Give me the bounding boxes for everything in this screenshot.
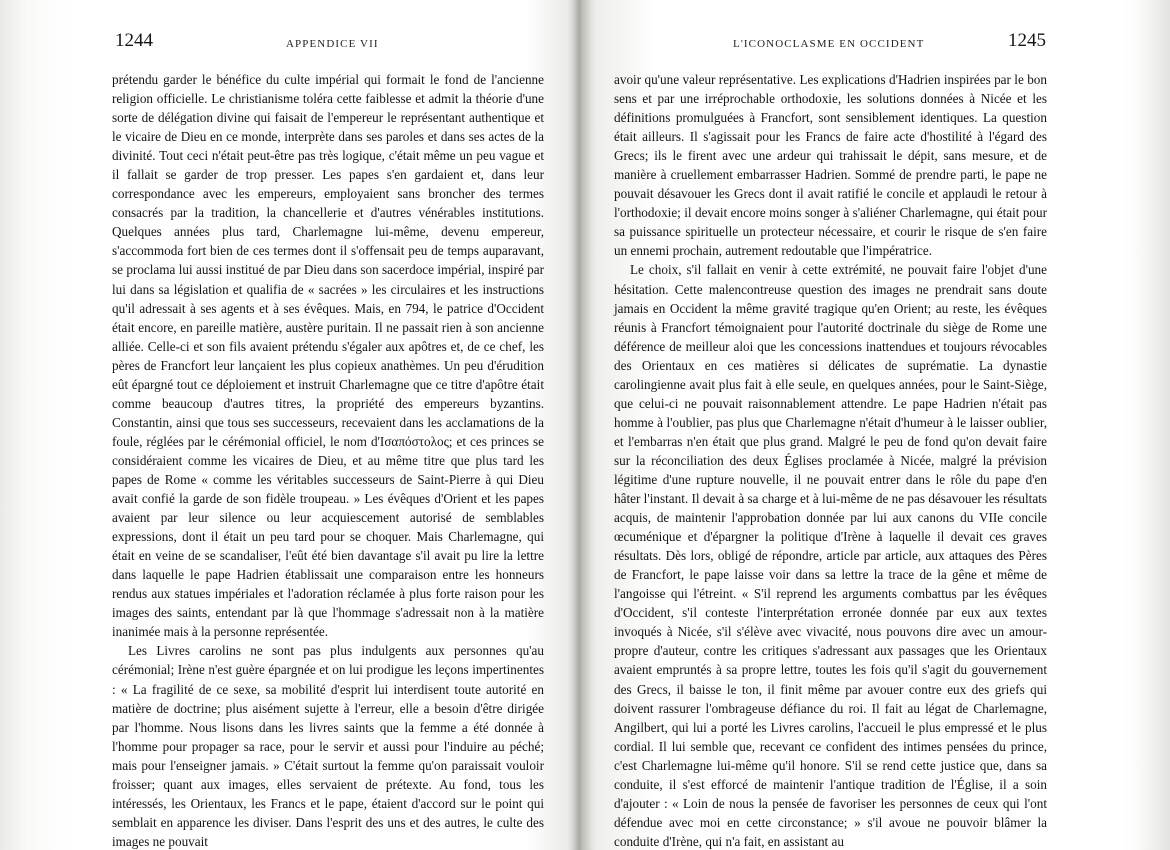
right-page-text xyxy=(614,70,1047,850)
left-paragraph-1: prétendu garder le bénéfice du culte impérial qui formait le fond de l'ancienne religion officielle. Le christianisme toléra cette faiblesse et admit la théorie d'une sorte de délégation divine qui faisait de l'empereur le représentant authentique et le vicaire de Dieu en ce monde, interprète dans ses paroles et dans ses actes de la divinité. Tout ceci n'était peut-être pas très logique, c'était même un peu vague et il fallait se garder de trop presser. Les papes s'en gardaient et, dans leur correspondance avec les empereurs, employaient sans broncher des termes consacrés par la tradition, la chancellerie et d'autres vénérables institutions. Quelques années plus tard, Charlemagne lui-même, devenu empereur, s'accommoda fort bien de ces termes dont il s'offensait peu de temps auparavant, se proclama lui aussi institué de par Dieu dans son sacerdoce impérial, inspiré par lui dans sa législation et qualifia de « sacrées » les circulaires et les instructions qu'il adressait à ses agents et à ses évêques. Mais, en 794, le patrice d'Occident était encore, en pareille matière, austère puritain. Il ne passait rien à son ancienne alliée. Celle-ci et son fils avaient prétendu s'égaler aux apôtres et, de ce chef, les pères de Francfort leur lançaient les plus copieux anathèmes. Un peu d'érudition eût épargné tout ce déploiement et instruit Charlemagne que ce titre d'apôtre était comme beaucoup d'autres titres, la propriété des empereurs byzantins. Constantin, ainsi que tous ses successeurs, recevaient dans les acclamations de la foule, réglées par le cérémonial officiel, le nom d'Ισαπόστολος; et ces princes se considéraient comme les vicaires de Dieu, et au même titre que plus tard les papes de Rome « comme les véritables successeurs de Saint-Pierre à qui Dieu avait confié la garde de son fidèle troupeau. » Les évêques d'Orient et les papes avaient par leur silence ou leur acquiescement autorisé de semblables expressions, dont il était un peu tard pour se choquer. Mais Charlemagne, qui était en veine de se scandaliser, l'eût été bien davantage s'il avait pu lire la lettre dans laquelle le pape Hadrien établissait une comparaison entre les honneurs rendus aux statues impériales et l'adoration réclamée à plus forte raison pour les images des saints, entendant par là que l'hommage s'adressait non à la matière inanimée mais à la personne représentée. xyxy=(112,72,544,640)
right-paragraph-2: Le choix, s'il fallait en venir à cette extrémité, ne pouvait faire l'objet d'une hésitation. Cette malencontreuse question des images ne prendrait sans doute jamais en Occident la même gravité tragique qu'en Orient; au reste, les évêques réunis à Francfort témoignaient pour l'autorité doctrinale du siège de Rome une déférence de meilleur aloi que les concessions inattendues et toujours révocables des Orientaux en ces matières si délicates de suprématie. La dynastie carolingienne avait plus fait à elle seule, en quelques années, pour le Saint-Siège, que celui-ci ne pouvait raisonnablement attendre. Le pape Hadrien n'était pas homme à l'oublier, pas plus que Charlemagne n'était d'humeur à le laisser oublier, et l'embarras n'en était que plus grand. Malgré le peu de fond qu'on devait faire sur la réconciliation des deux Églises proclamée à Nicée, malgré la prévision légitime d'une rupture nouvelle, il ne pouvait entrer dans le rôle du pape d'en hâter l'instant. Il devait à sa charge et à lui-même de ne pas désavouer les résultats acquis, de maintenir l'approbation donnée par lui aux canons du VIIe concile œcuménique et d'épargner la politique d'Irène à laquelle il devait ces graves résultats. Dès lors, obligé de répondre, article par article, aux attaques des Pères de Francfort, le pape laisse voir dans sa lettre la trace de la gêne et même de l'angoisse qui l'étreint. « S'il reprend les arguments combattus par les évêques d'Occident, s'il conteste l'interprétation erronée donnée par eux aux textes invoqués à Nicée, s'il s'élève avec vivacité, nous pouvons dire avec un amour-propre d'auteur, contre les critiques s'adressant aux passages que les Orientaux avaient empruntés à sa propre lettre, toutes les fois qu'il s'agit du gouvernement des Grecs, il baisse le ton, il finit même par avouer contre eux des griefs qui doivent rassurer l'ombrageuse défiance du roi. Il fait au légat de Charlemagne, Angilbert, qui lui a porté les Livres carolins, l'accueil le plus empressé et le plus cordial. Il lui semble que, recevant ce confident des intimes pensées du prince, c'est Charlemagne lui-même qu'il honore. S'il se rend cette justice que, dans sa conduite, il s'est efforcé de maintenir l'antique tradition de l'Église, il a soin d'ajouter : « Loin de nous la pensée de favoriser les personnes de ceux qui l'ont défendue avec moi en cette circonstance; » s'il avoue ne pouvoir blâmer la conduite d'Irène, qui n'a fait, en assistant au xyxy=(614,262,1047,849)
right-page xyxy=(590,0,1170,850)
book-spine xyxy=(568,0,592,850)
left-page-number: 1244 xyxy=(115,30,153,51)
left-running-header: APPENDICE VII xyxy=(286,38,379,50)
left-page xyxy=(0,0,570,850)
right-page-number: 1245 xyxy=(1008,30,1046,51)
right-paragraph-1: avoir qu'une valeur représentative. Les explications d'Hadrien inspirées par le bon sens et par une irréprochable orthodoxie, les solutions données à Nicée et les définitions promulguées à Francfort, sont sensiblement identiques. La question était ailleurs. Il s'agissait pour les Francs de faire acte d'hostilité à l'égard des Grecs; ils le firent avec une ardeur qui trahissait le dépit, sans mesure, et de manière à cruellement embarrasser Hadrien. Sommé de prendre parti, le pape ne pouvait désavouer les Grecs dont il avait ratifié le concile et applaudi le retour à l'orthodoxie; il devait encore moins songer à s'aliéner Charlemagne, qui était pour sa puissance spirituelle un protecteur nécessaire, et courir le risque de s'en faire un ennemi prochain, autrement redoutable que l'impératrice. xyxy=(614,72,1047,259)
left-paragraph-2: Les Livres carolins ne sont pas plus indulgents aux personnes qu'au cérémonial; Irène n'est guère épargnée et on lui prodigue les leçons impertinentes : « La fragilité de ce sexe, sa mobilité d'esprit lui interdisent toute autorité en matière de doctrine; plus aisément sujette à l'erreur, elle a besoin d'être dirigée par l'homme. Nous lisons dans les livres saints que la femme a été donnée à l'homme pour propager sa race, pour le servir et aussi pour l'induire au péché; mais pour l'enseigner jamais. » C'était surtout la femme qu'on paraissait vouloir froisser; quant aux images, elles servaient de prétexte. Au fond, tous les intéressés, les Orientaux, les Francs et le pape, étaient d'accord sur le point qui semblait en apparence les diviser. Dans l'esprit des uns et des autres, le culte des images ne pouvait xyxy=(112,643,544,849)
left-page-text xyxy=(112,70,544,850)
right-running-header: L'ICONOCLASME EN OCCIDENT xyxy=(733,38,925,50)
